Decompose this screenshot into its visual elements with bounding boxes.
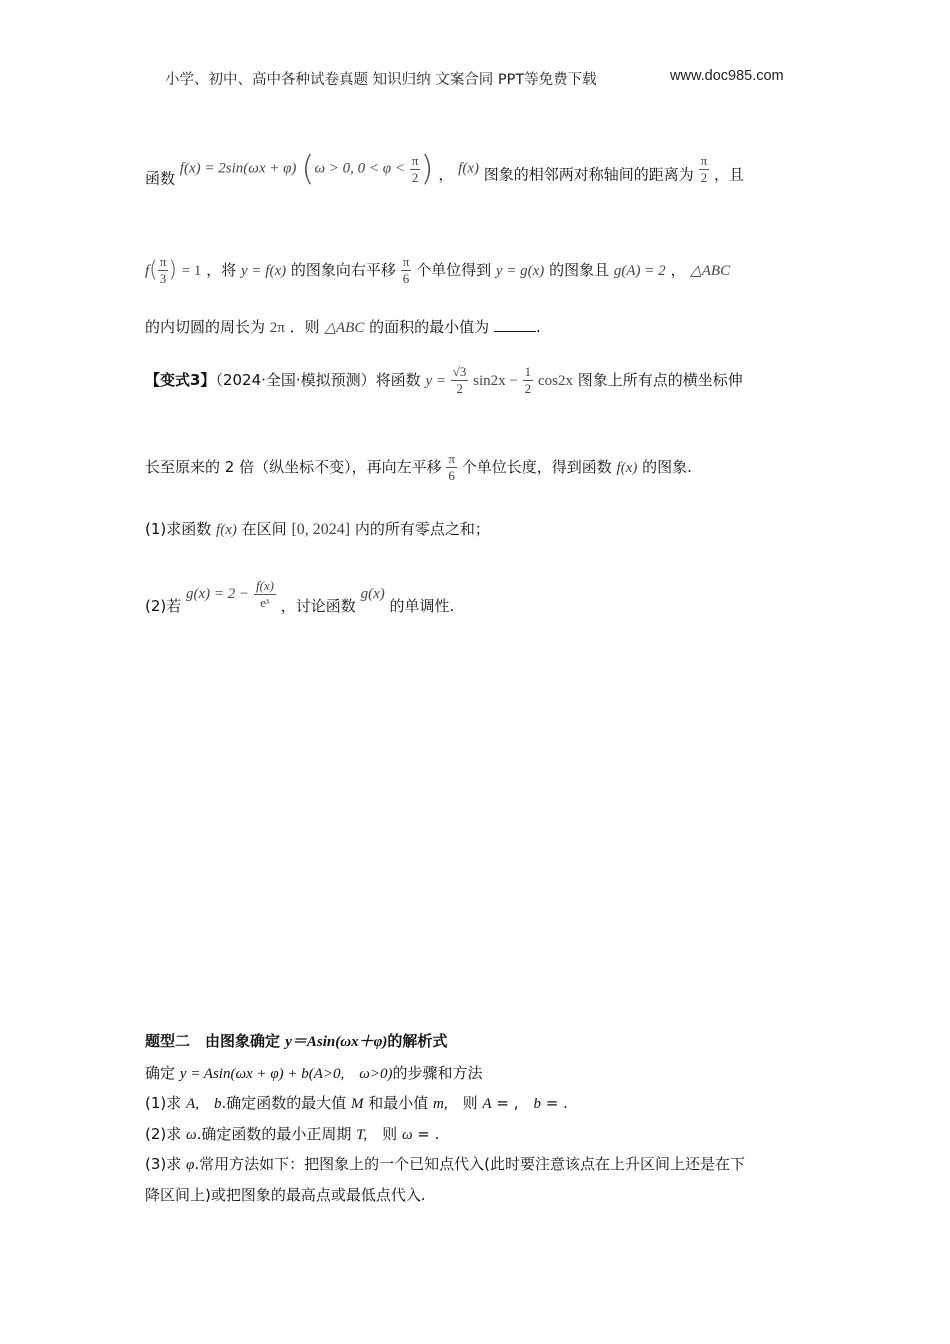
l3-b: ω xyxy=(186,1127,197,1143)
math-sin2x: sin2x − xyxy=(473,373,518,389)
l3-e: 则 xyxy=(367,1125,402,1143)
text-get-fn: 个单位长度，得到函数 xyxy=(461,458,612,476)
text-graph: 的图象. xyxy=(642,458,692,476)
l3-f: ω xyxy=(401,1127,413,1143)
math-fx: f(x) xyxy=(216,522,237,538)
den: 2 xyxy=(451,380,469,397)
section2-line1 xyxy=(145,1062,483,1083)
math-gA: g(A) = 2 xyxy=(613,263,666,279)
variant3-q1 xyxy=(145,522,490,538)
frac-pi-2-b xyxy=(699,153,710,186)
section2-title xyxy=(145,1030,447,1051)
math-triangle: △ABC xyxy=(690,263,731,279)
q2-text-a: (2)若 xyxy=(145,597,182,615)
l2-f: m, xyxy=(433,1096,448,1112)
math-f: f xyxy=(145,263,150,279)
section2-line2 xyxy=(145,1092,568,1113)
l2-g: 则 xyxy=(447,1094,483,1112)
header-url: www.doc985.com xyxy=(670,68,784,84)
header-title: 小学、初中、高中各种试卷真题 知识归纳 文案合同 PPT等免费下载 xyxy=(165,72,597,88)
problem1-line3 xyxy=(145,317,541,336)
math-cos2x: cos2x xyxy=(537,373,573,389)
text-min-area: 的面积的最小值为 xyxy=(369,318,490,336)
problem1-line2 xyxy=(145,254,730,287)
title-a: 题型二 由图象确定 xyxy=(145,1032,286,1050)
math-gx: g(x) xyxy=(360,586,385,602)
comma: ， xyxy=(438,165,454,184)
math-eq1: = 1 xyxy=(181,263,202,279)
den: eˣ xyxy=(254,594,276,611)
l2-c: .确定函数的最大值 xyxy=(221,1094,351,1112)
den: 2 xyxy=(410,169,421,186)
frac-fx-ex xyxy=(254,578,276,611)
math-y-fx: y = f(x) xyxy=(241,263,287,279)
math-g-eq: g(x) = 2 − xyxy=(186,586,250,602)
paren-close: ) xyxy=(420,149,434,189)
math-fx-def: f(x) = 2sin(ωx + φ) xyxy=(179,160,297,177)
section2-line4 xyxy=(145,1153,815,1174)
l2-h: A xyxy=(482,1096,492,1112)
num: √3 xyxy=(452,364,467,379)
l2-b: A, b xyxy=(186,1096,222,1112)
q2-text-b: ，讨论函数 xyxy=(280,597,356,615)
den: 6 xyxy=(446,467,457,484)
l1-a: 确定 xyxy=(145,1064,180,1082)
den: 2 xyxy=(699,169,710,186)
title-c: 的解析式 xyxy=(387,1032,448,1050)
paren-open: ( xyxy=(301,149,315,189)
period: . xyxy=(535,318,541,336)
math-y-gx: y = g(x) xyxy=(495,263,545,279)
paren-close: ) xyxy=(168,257,177,283)
math-condition: ω > 0, 0 < φ < xyxy=(314,160,405,177)
num: π xyxy=(159,254,167,269)
l5: 降区间上)或把图象的最高点或最低点代入. xyxy=(145,1186,426,1204)
l2-e: 和最小值 xyxy=(363,1094,434,1112)
frac-sqrt3-2 xyxy=(451,364,469,397)
math-y-eq: y = xyxy=(425,373,446,389)
l1-formula: y = Asin(ωx + φ) + b(A>0, ω>0) xyxy=(179,1066,393,1082)
frac-pi-6 xyxy=(401,254,412,287)
num: π xyxy=(411,152,419,168)
q1-text-b: 在区间 xyxy=(241,520,287,538)
variant-tag: 【变式3】 xyxy=(145,371,216,389)
text-stretch: 图象上所有点的横坐标伸 xyxy=(577,371,743,389)
text-qie: ，且 xyxy=(713,165,744,184)
num: f(x) xyxy=(255,578,275,593)
section2-line5 xyxy=(145,1184,426,1205)
l2-i: = , xyxy=(491,1094,534,1112)
den: 6 xyxy=(401,270,412,287)
variant3-line1 xyxy=(145,364,743,397)
frac-pi-3 xyxy=(158,254,169,287)
math-interval: [0, 2024] xyxy=(291,521,351,538)
l2-k: = . xyxy=(540,1094,568,1112)
section2-line3 xyxy=(145,1123,439,1144)
q1-text-c: 内的所有零点之和； xyxy=(354,520,490,538)
math-fx: f(x) xyxy=(458,160,479,177)
l4-b: φ xyxy=(186,1157,195,1173)
text-hanshu: 函数 xyxy=(145,169,176,188)
text-jiang: ，将 xyxy=(206,261,237,279)
text-distance: 图象的相邻两对称轴间的距离为 xyxy=(483,165,694,184)
l2-j: b xyxy=(533,1096,541,1112)
l3-c: .确定函数的最小正周期 xyxy=(196,1125,357,1143)
frac-pi-6-b xyxy=(446,451,457,484)
num: π xyxy=(402,254,410,269)
title-formula: y＝Asin(ωx＋φ) xyxy=(285,1034,388,1050)
l4-c: .常用方法如下：把图象上的一个已知点代入(此时要注意该点在上升区间上还是在下 xyxy=(194,1155,745,1173)
num: π xyxy=(700,152,708,168)
l3-g: = . xyxy=(412,1125,440,1143)
l3-a: (2)求 xyxy=(145,1125,187,1143)
l2-d: M xyxy=(351,1096,364,1112)
text-shift-right: 的图象向右平移 xyxy=(290,261,396,279)
variant3-line2 xyxy=(145,451,692,484)
problem1-line1 xyxy=(145,149,744,189)
num: π xyxy=(448,451,455,466)
text-stretch-cont: 长至原来的 2 倍（纵坐标不变），再向左平移 xyxy=(145,458,442,476)
l4-a: (3)求 xyxy=(145,1155,187,1173)
math-2pi: 2π xyxy=(269,320,285,336)
comma: ， xyxy=(670,261,686,279)
den: 3 xyxy=(158,270,169,287)
text-incircle: 的内切圆的周长为 xyxy=(145,318,266,336)
math-fx: f(x) xyxy=(616,460,638,476)
paren-open: ( xyxy=(149,257,158,283)
text-ze: ．则 xyxy=(289,318,320,336)
den: 2 xyxy=(524,381,532,396)
text-graph-and: 的图象且 xyxy=(549,261,610,279)
l1-c: 的步骤和方法 xyxy=(392,1064,483,1082)
frac-pi-2 xyxy=(410,153,421,186)
frac-1-2 xyxy=(523,364,534,397)
q2-text-c: 的单调性. xyxy=(389,597,455,615)
text-get: 个单位得到 xyxy=(416,261,492,279)
q1-text-a: (1)求函数 xyxy=(145,520,212,538)
l2-a: (1)求 xyxy=(145,1094,187,1112)
variant-source: （2024·全国·模拟预测）将函数 xyxy=(215,371,421,389)
math-triangle: △ABC xyxy=(324,320,365,336)
l3-d: T, xyxy=(356,1127,368,1143)
answer-blank[interactable] xyxy=(494,317,536,332)
variant3-q2 xyxy=(145,578,454,614)
num: 1 xyxy=(524,364,532,379)
